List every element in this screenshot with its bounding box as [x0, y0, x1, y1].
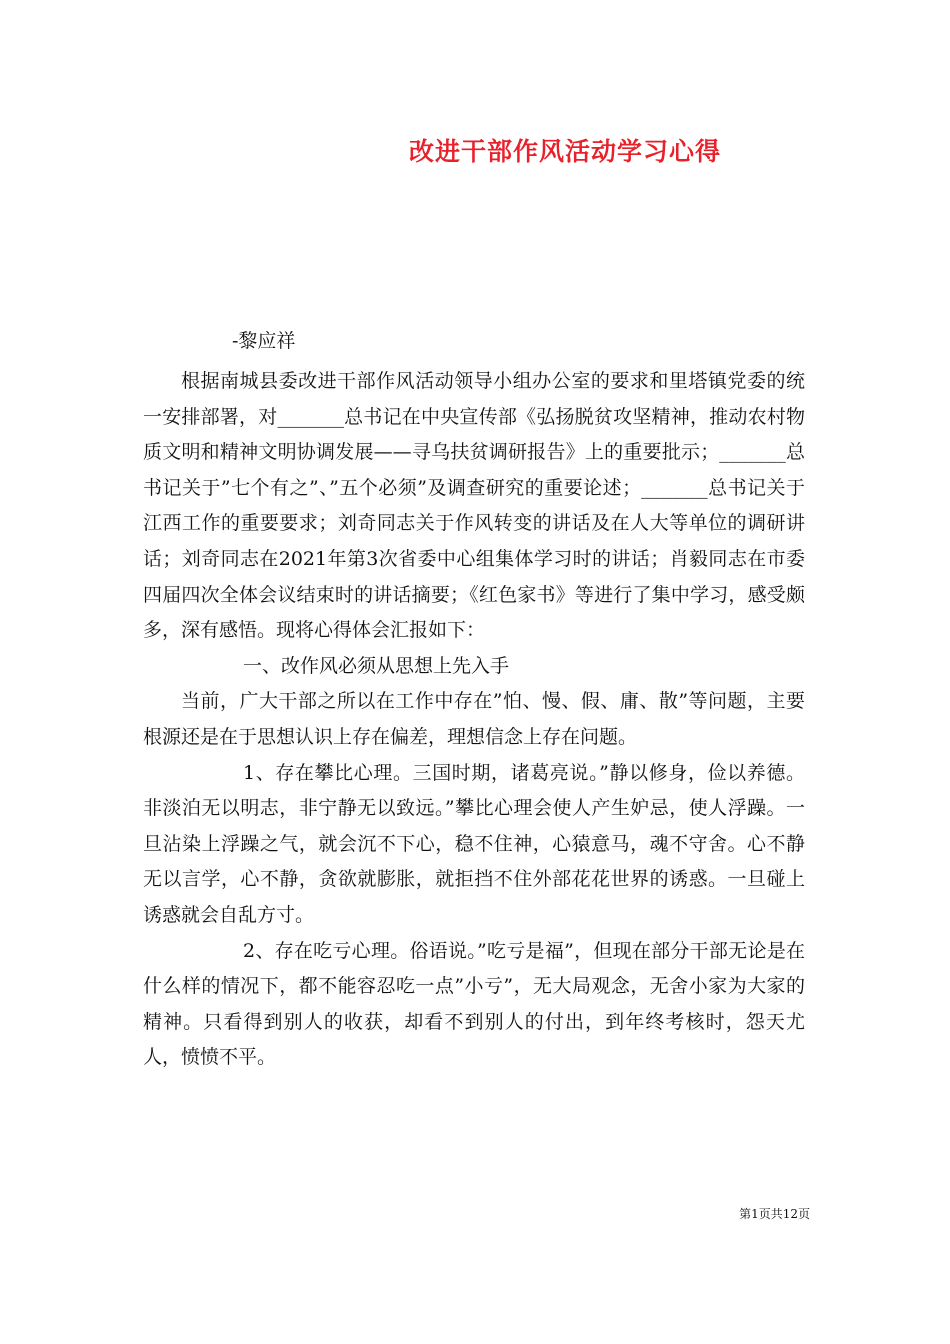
page-number-footer: 第1页共12页 — [739, 1207, 810, 1221]
author-line: -黎应祥 — [232, 330, 296, 352]
document-title: 改进干部作风活动学习心得 — [408, 137, 721, 166]
list-item-paragraph: 2、存在吃亏心理。俗语说。”吃亏是福”，但现在部分干部无论是在什么样的情况下，都不能容忍吃一点”小亏”，无大局观念，无舍小家为大家的精神。只看得到别人的收获，却看不到别人的付出，到年终考核时，怨天尤人，愤愤不平。 — [143, 939, 805, 1069]
list-item-paragraph: 1、存在攀比心理。三国时期，诸葛亮说。”静以修身，俭以养德。非淡泊无以明志，非宁静无以致远。”攀比心理会使人产生妒忌，使人浮躁。一旦沾染上浮躁之气，就会沉不下心，稳不住神，心猿意马，魂不守舍。心不静无以言学，心不静，贪欲就膨胀，就拒挡不住外部花花世界的诱惑。一旦碰上诱惑就会自乱方寸。 — [143, 761, 805, 926]
intro-paragraph: 根据南城县委改进干部作风活动领导小组办公室的要求和里塔镇党委的统一安排部署，对_______总书记在中央宣传部《弘扬脱贫攻坚精神，推动农村物质文明和精神文明协调发展——寻乌扶贫调研报告》上的重要批示；_______总书记关于”七个有之”、”五个必须”及调查研究的重要论述；_______总书记关于江西工作的重要要求；刘奇同志关于作风转变的讲话及在人大等单位的调研讲话；刘奇同志在2021年第3次省委中心组集体学习时的讲话；肖毅同志在市委四届四次全体会议结束时的讲话摘要；《红色家书》等进行了集中学习，感受颇多，深有感悟。现将心得体会汇报如下： — [143, 370, 805, 642]
section-heading: 一、改作风必须从思想上先入手 — [243, 654, 510, 677]
body-paragraph: 当前，广大干部之所以在工作中存在”怕、慢、假、庸、散”等问题，主要根源还是在于思想认识上存在偏差，理想信念上存在问题。 — [143, 690, 805, 748]
document-body — [143, 364, 805, 1076]
